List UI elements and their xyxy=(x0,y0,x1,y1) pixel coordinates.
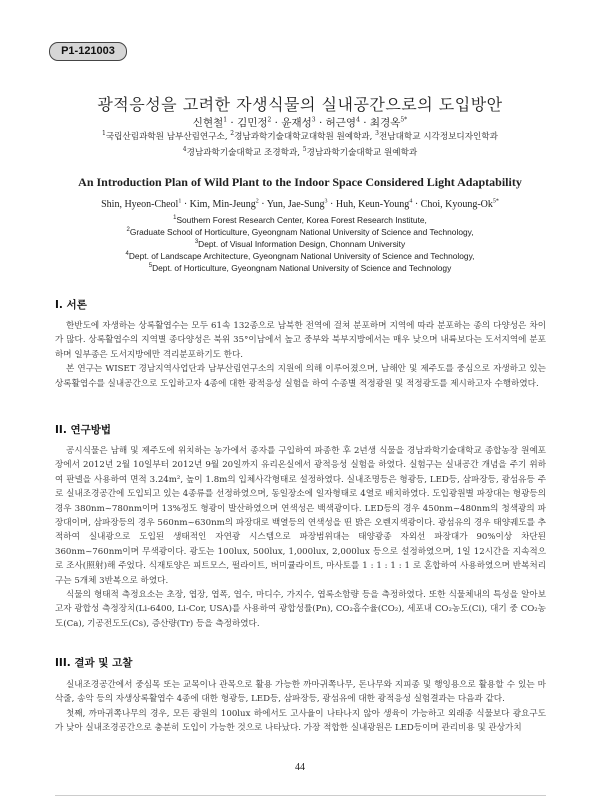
paper-id-badge: P1-121003 xyxy=(49,42,127,61)
section-heading-intro: I. 서론 xyxy=(55,299,87,311)
aff-sup: 4 xyxy=(182,146,187,154)
english-affiliation-4 xyxy=(90,250,510,263)
author-sup: 4 xyxy=(409,198,413,205)
paragraph: 한반도에 자생하는 상록활엽수는 모두 61속 132종으로 남북한 전역에 걸쳐 분포하며 지역에 따라 분포하는 종의 다양성은 차이가 많다. 상록활엽수의 지역별 종다양성은 북위 35°이남에서 높고 중부와 북부지방에서는 매우 낮으며 내륙보다는 도서지역에 분포하며 일부종은 도서지방에만 격리분포하기도 한다. xyxy=(55,321,546,360)
aff-sup: 3 xyxy=(375,130,379,138)
author-sup: 1 xyxy=(223,116,228,124)
author-name: Huh, Keun-Young xyxy=(335,199,410,210)
author-name: 최경옥 xyxy=(369,117,401,129)
affiliation: 경남과학기술대학교대학원 원예학과, xyxy=(234,132,376,142)
author-sup: 3 xyxy=(324,198,328,205)
affiliation: 국립산림과학원 남부산림연구소, xyxy=(105,132,231,142)
affiliation: 경남과학기술대학교 조경학과, xyxy=(186,148,303,158)
aff-sup: 4 xyxy=(125,251,129,258)
korean-affiliations-line-1 xyxy=(60,131,540,144)
author-sup: 2 xyxy=(255,198,259,205)
affiliation: Dept. of Landscape Architecture, Gyeongnam National University of Science and Technology, xyxy=(128,251,475,261)
affiliation: Southern Forest Research Center, Korea Forest Research Institute, xyxy=(176,215,427,225)
author-name: 허근영 xyxy=(325,117,357,129)
author-sup: 5* xyxy=(400,116,408,124)
author-sup: 4 xyxy=(356,116,360,124)
paragraph: 본 연구는 WISET 경남지역사업단과 남부산림연구소의 지원에 의해 이루어졌으며, 남해안 및 제주도를 중심으로 자생하고 있는 상록활엽수를 실내공간으로 도입하고자 4종에 대한 광적응성 실험을 하여 수종별 적정광원 및 적정광도를 제시하고자 수행하였다. xyxy=(55,364,546,389)
footer-rule xyxy=(55,795,546,796)
english-affiliation-2 xyxy=(90,226,510,239)
author-name: Kim, Min-Jeung xyxy=(189,199,256,210)
results-body xyxy=(55,678,546,736)
aff-sup: 2 xyxy=(126,227,130,234)
paragraph: 첫째, 까마귀쪽나무의 경우, 모든 광원의 100lux 하에서도 고사율이 나타나지 않아 생육이 가능하고 외래종 식물보다 광요구도가 낮아 실내조경공간으로 충분히 도입이 가능한 것으로 나타났다. 가장 적합한 실내광원은 LED등이며 관리비용 및 관상가치 xyxy=(55,708,546,734)
author-name: Yun, Jae-Sung xyxy=(266,199,325,210)
affiliation: Graduate School of Horticulture, Gyeongnam National University of Science and Technology, xyxy=(129,227,474,237)
author-name: 김민정 xyxy=(237,117,268,129)
affiliation: Dept. of Horticulture, Gyeongnam National University of Science and Technology xyxy=(152,263,452,273)
aff-sup: 3 xyxy=(194,239,199,246)
author-name: Shin, Hyeon-Cheol xyxy=(101,199,179,210)
author-sup: 1 xyxy=(178,198,182,205)
intro-body xyxy=(55,319,546,391)
aff-sup: 5 xyxy=(302,146,307,154)
affiliation: 전남대학교 시각정보디자인학과 xyxy=(378,132,498,142)
author-sup: 3 xyxy=(311,116,316,124)
author-sup: 2 xyxy=(267,116,272,124)
english-affiliation-3 xyxy=(90,238,510,251)
korean-authors: 신현철$^1$ · 김민정$^2$ · 윤재성$^3$ · 허근영$^4$ · 최경옥$^{5*}$ xyxy=(192,116,408,129)
paragraph: 공시식물은 남해 및 제주도에 위치하는 농가에서 종자를 구입하여 파종한 후 2년생 식물을 경남과학기술대학교 종합농장 원예포장에서 2012년 2월 10일부터 2012년 9월 20일까지 유리온실에서 광적응성 실험을 하였다. 실험구는 실내공간 개념을 주기 위하여 판넬을 사용하여 면적 3.24m², 높이 1.8m의 입체사각형태로 설정하였다. 실내조명등은 형광등, LED등, 삼파장등, 광섬유등 주로 실내조경공간에 도입되고 있는 4종류를 선정하였으며, 동일장소에 일자형태로 4열로 배치하였다. 도입광원별 파장대는 형광등의 경우 380nm~780nm이며 13%정도 형광이 발산하였으며 연색성은 백색광이다. LED등의 경우 450nm~480nm의 청색광의 파장대이며, 삼파장등의 경우 560nm~630nm의 파장대로 백열등의 연색성을 띤 밝은 오렌지색광이다. 광섬유의 경우 태양궤도를 추적하여 실내광으로 도입된 생태적인 자연광 시스템으로 파장범위대는 태양광종 자외선 파장대가 90%이상 차단된 360nm~760nm이며 무색광이다. 광도는 100lux, 500lux, 1,000lux, 2,000lux 등으로 설정하였으며, 1일 12시간을 지속적으로 조사(照射)해 주었다. 식재토양은 피트모스, 펄라이트, 버미큘라이트, 마사토를 1 : 1 : 1 : 1 로 혼합하여 사용하였으며 반복처리구는 5개체 3반복으로 하였다. xyxy=(55,446,546,586)
affiliation: 경남과학기술대학교 원예학과 xyxy=(306,148,418,158)
section-heading-methods: II. 연구방법 xyxy=(55,424,112,436)
aff-sup: 1 xyxy=(102,130,106,138)
methods-body xyxy=(55,444,546,631)
paragraph: 실내조경공간에서 중심목 또는 교목이나 관목으로 활용 가능한 까마귀쪽나무, 돈나무와 지피종 및 행잉용으로 활용할 수 있는 마삭줄, 송악 등의 자생상록활엽수 4종에 대한 형광등, LED등, 삼파장등, 광섬유에 대한 광적응성 실험결과는 다음과 같다. xyxy=(55,680,546,705)
english-authors: Shin, Hyeon-Cheol$^1$ · Kim, Min-Jeung$^2$ · Yun, Jae-Sung$^3$ · Huh, Keun-Young$^4$ · Choi, Kyoung-$Ok^{5*}$ xyxy=(101,198,499,210)
english-affiliation-5 xyxy=(90,262,510,275)
author-name: 윤재성 xyxy=(281,117,312,129)
author-name: 신현철 xyxy=(192,117,224,129)
korean-affiliations-line-2 xyxy=(60,147,540,160)
aff-sup: 5 xyxy=(148,263,153,270)
author-sup: 5* xyxy=(492,198,499,205)
aff-sup: 1 xyxy=(173,215,177,222)
english-affiliation-1 xyxy=(90,214,510,227)
section-heading-results: III. 결과 및 고찰 xyxy=(55,657,133,669)
korean-title: 광적응성을 고려한 자생식물의 실내공간으로의 도입방안 xyxy=(97,95,503,114)
author-name: Choi, Kyoung-Ok xyxy=(420,199,493,210)
paragraph: 식물의 형태적 측정요소는 초장, 엽장, 엽폭, 엽수, 마디수, 가지수, 엽록소함량 등을 측정하였다. 또한 식물체내의 특성을 알아보고자 광합성 측정장치(Li-6400, Li-Cor, USA)를 사용하여 광합성률(Pn), CO₂흡수율(CO₂), 세포내 CO₂농도(Ci), 대기 중 CO₂농도(Ca), 기공전도도(Cs), 증산량(Tr) 등을 측정하였다. xyxy=(55,590,546,629)
aff-sup: 2 xyxy=(230,130,235,138)
affiliation: Dept. of Visual Information Design, Chonnam University xyxy=(198,239,406,249)
page-number: 44 xyxy=(295,762,305,773)
english-title: An Introduction Plan of Wild Plant to the Indoor Space Considered Light Adaptability xyxy=(78,175,522,189)
